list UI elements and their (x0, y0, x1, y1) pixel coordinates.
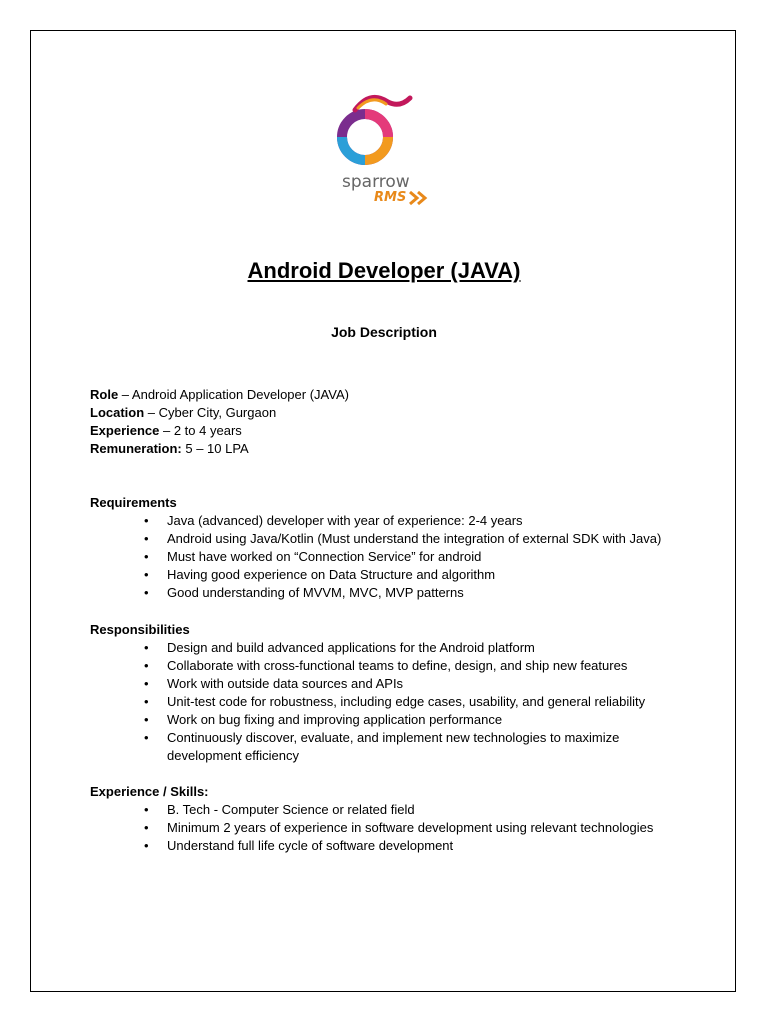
logo-wordmark-rms: RMS (374, 190, 407, 205)
section-heading: Experience / Skills: (90, 784, 209, 799)
list-item: • Unit-test code for robustness, including edge cases, usability, and general reliability (90, 693, 727, 711)
meta-sep: – (159, 423, 174, 438)
meta-value: Android Application Developer (JAVA) (131, 387, 349, 402)
meta-value: 2 to 4 years (173, 423, 242, 438)
meta-label: Role (90, 387, 119, 402)
requirements-section (90, 494, 727, 602)
logo-ring-icon (330, 90, 440, 180)
list-item: • Collaborate with cross-functional teams to define, design, and ship new features (90, 657, 727, 675)
requirements-list (90, 512, 727, 602)
list-item: • Must have worked on “Connection Service” for android (90, 548, 727, 566)
skills-section (90, 783, 727, 855)
logo-wordmark: sparrow (342, 172, 410, 192)
list-item: • Work with outside data sources and APIs (90, 675, 727, 693)
list-item: • Understand full life cycle of software development (90, 837, 727, 855)
meta-label: Remuneration: (90, 441, 182, 456)
list-item: • Design and build advanced applications for the Android platform (90, 639, 727, 657)
section-heading: Responsibilities (90, 622, 190, 637)
list-item: • Good understanding of MVVM, MVC, MVP patterns (90, 584, 727, 602)
list-item: • Work on bug fixing and improving application performance (90, 711, 727, 729)
page-title: Android Developer (JAVA) (247, 258, 521, 283)
meta-value: 5 – 10 LPA (185, 441, 249, 456)
meta-sep: – (144, 405, 159, 420)
meta-location (90, 404, 349, 422)
list-item: • Having good experience on Data Structure and algorithm (90, 566, 727, 584)
responsibilities-list (90, 639, 727, 765)
responsibilities-section (90, 621, 727, 765)
page-subtitle: Job Description (331, 324, 437, 340)
job-meta (90, 386, 349, 458)
list-item: • Minimum 2 years of experience in software development using relevant technologies (90, 819, 727, 837)
list-item: • B. Tech - Computer Science or related field (90, 801, 727, 819)
meta-role (90, 386, 349, 404)
meta-label: Experience (90, 423, 160, 438)
section-heading: Requirements (90, 495, 177, 510)
list-item: • Android using Java/Kotlin (Must understand the integration of external SDK with Java) (90, 530, 727, 548)
list-item: • Continuously discover, evaluate, and implement new technologies to maximize development efficiency (90, 729, 687, 765)
skills-list (90, 801, 727, 855)
meta-label: Location (90, 405, 145, 420)
meta-value: Cyber City, Gurgaon (158, 405, 277, 420)
company-logo (330, 90, 440, 210)
meta-remuneration (90, 440, 349, 458)
meta-sep: – (118, 387, 132, 402)
meta-experience (90, 422, 349, 440)
list-item: • Java (advanced) developer with year of experience: 2-4 years (90, 512, 727, 530)
logo-chevrons-icon (408, 190, 436, 206)
